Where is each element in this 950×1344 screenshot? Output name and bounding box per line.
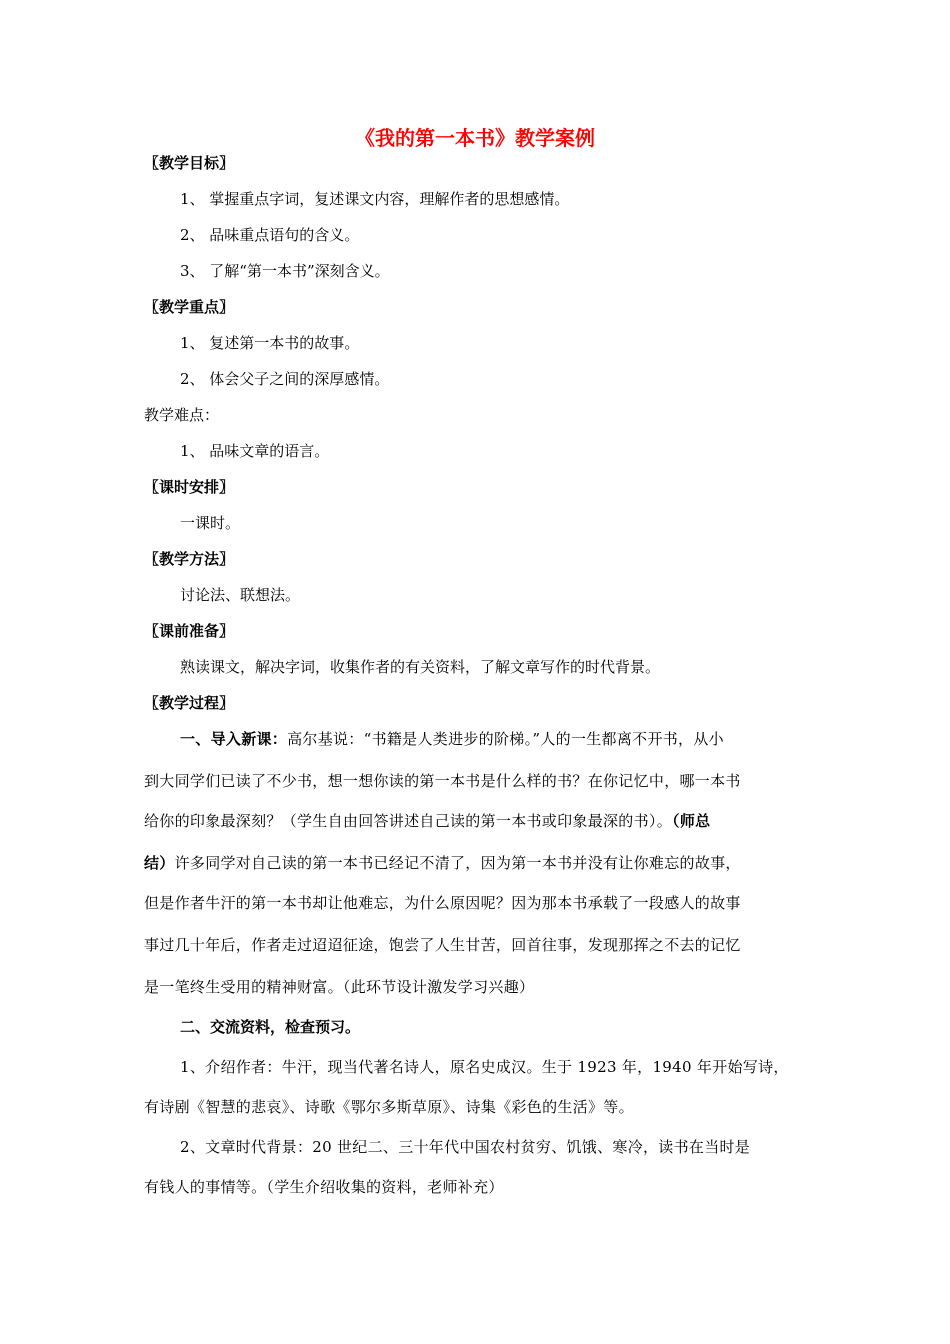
process-intro-line-2: 到大同学们已读了不少书，想一想你读的第一本书是什么样的书？在你记忆中，哪一本书 xyxy=(144,772,741,790)
process-intro-line-4 xyxy=(144,852,741,873)
background-line-1: 2、文章时代背景：20 世纪二、三十年代中国农村贫穷、饥饿、寒冷，读书在当时是 xyxy=(180,1138,751,1156)
process-intro-line-5: 但是作者牛汗的第一本书却让他难忘，为什么原因呢？因为那本书承载了一段感人的故事 xyxy=(144,894,741,912)
process-heading: 〖教学过程〗 xyxy=(144,694,235,712)
prep-heading: 〖课前准备〗 xyxy=(144,622,235,640)
intro-line-4-text: 许多同学对自己读的第一本书已经记不清了，因为第一本书并没有让你难忘的故事， xyxy=(174,854,741,872)
section-2-heading: 二、交流资料，检查预习。 xyxy=(180,1018,361,1036)
process-intro-line-6: 事过几十年后，作者走过迢迢征途，饱尝了人生甘苦，回首往事，发现那挥之不去的记忆 xyxy=(144,936,741,954)
document-title: 《我的第一本书》教学案例 xyxy=(355,126,595,150)
goal-item-2: 2、 品味重点语句的含义。 xyxy=(180,226,360,244)
author-intro-line-2: 有诗剧《智慧的悲哀》、诗歌《鄂尔多斯草原》、诗集《彩色的生活》等。 xyxy=(144,1098,634,1116)
schedule-text: 一课时。 xyxy=(180,514,241,532)
teacher-summary-label-start: （师总 xyxy=(672,812,711,830)
methods-heading: 〖教学方法〗 xyxy=(144,550,235,568)
intro-label: 一、导入新课： xyxy=(180,730,288,748)
background-line-2: 有钱人的事情等。（学生介绍收集的资料，老师补充） xyxy=(144,1178,504,1196)
author-intro-line-1: 1、介绍作者：牛汗，现当代著名诗人，原名史成汉。生于 1923 年，1940 年开始写诗， xyxy=(180,1058,789,1076)
intro-text: 高尔基说：“书籍是人类进步的阶梯。”人的一生都离不开书，从小 xyxy=(287,730,724,748)
key-point-item-2: 2、 体会父子之间的深厚感情。 xyxy=(180,370,390,388)
goals-heading: 〖教学目标〗 xyxy=(144,154,235,172)
goal-item-3: 3、 了解“第一本书”深刻含义。 xyxy=(180,262,390,280)
process-intro-line-7: 是一笔终生受用的精神财富。（此环节设计激发学习兴趣） xyxy=(144,978,535,996)
process-intro-line-3 xyxy=(144,810,710,831)
difficulty-heading: 教学难点： xyxy=(144,406,220,424)
teacher-summary-label-end: 结） xyxy=(144,854,175,872)
process-intro-line-1 xyxy=(180,728,724,749)
key-point-item-1: 1、 复述第一本书的故事。 xyxy=(180,334,360,352)
intro-line-3-text: 给你的印象最深刻？（学生自由回答讲述自己读的第一本书或印象最深的书）。 xyxy=(144,812,673,830)
methods-text: 讨论法、联想法。 xyxy=(180,586,301,604)
key-points-heading: 〖教学重点〗 xyxy=(144,298,235,316)
goal-item-1: 1、 掌握重点字词，复述课文内容，理解作者的思想感情。 xyxy=(180,190,570,208)
difficulty-item-1: 1、 品味文章的语言。 xyxy=(180,442,330,460)
prep-text: 熟读课文，解决字词，收集作者的有关资料，了解文章写作的时代背景。 xyxy=(180,658,661,676)
schedule-heading: 〖课时安排〗 xyxy=(144,478,235,496)
